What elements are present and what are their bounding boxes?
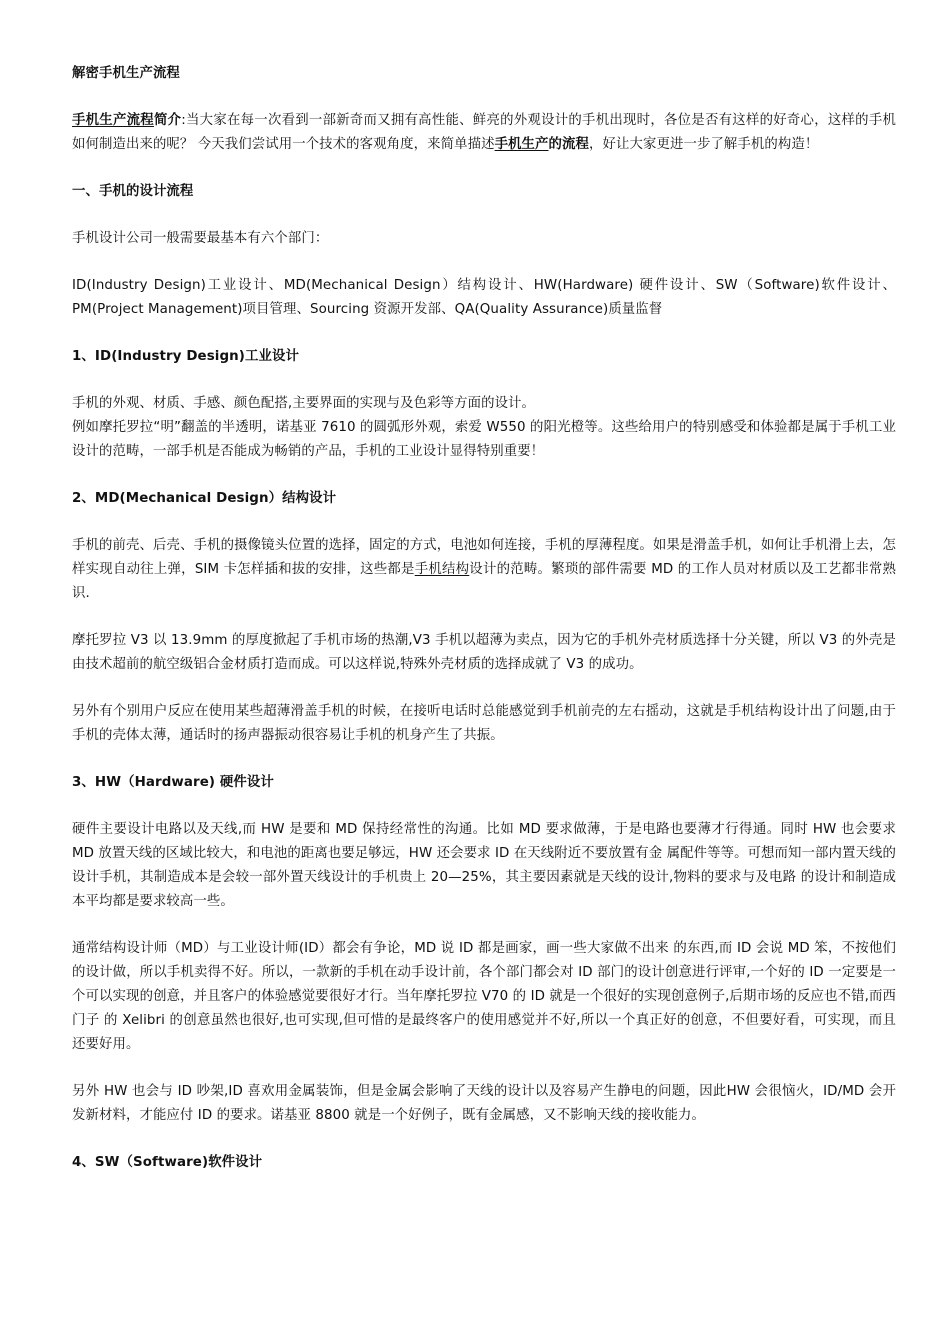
heading-hw: 3、HW（Hardware) 硬件设计 — [72, 775, 274, 790]
id-paragraph-2: 例如摩托罗拉“明”翻盖的半透明，诺基亚 7610 的圆弧形外观，索爱 W550 的阳光橙等。这些给用户的特别感受和体验都是属于手机工业设计的范畴，一部手机是否能成为畅销的产品，手机的工业设计显得特别重要！ — [72, 420, 896, 459]
md-paragraph-2: 摩托罗拉 V3 以 13.9mm 的厚度掀起了手机市场的热潮,V3 手机以超薄为卖点，因为它的手机外壳材质选择十分关键，所以 V3 的外壳是由技术超前的航空级铝合金材质打造而成。可以这样说,特殊外壳材质的选择成就了 V3 的成功。 — [72, 633, 896, 672]
departments-list: ID(Industry Design)工业设计、MD(Mechanical Design）结构设计、HW(Hardware) 硬件设计、SW（Software)软件设计、PM(Project Management)项目管理、Sourcing 资源开发部、QA(Quality Assurance)质量监督 — [72, 278, 896, 317]
intro-paragraph — [72, 109, 896, 157]
heading-sw: 4、SW（Software)软件设计 — [72, 1155, 263, 1170]
intro-link-production[interactable]: 手机生产 — [494, 137, 549, 152]
md-link-structure[interactable]: 手机结构 — [414, 562, 470, 577]
md-paragraph-1 — [72, 534, 896, 606]
hw-paragraph-1: 硬件主要设计电路以及天线,而 HW 是要和 MD 保持经常性的沟通。比如 MD 要求做薄，于是电路也要薄才行得通。同时 HW 也会要求 MD 放置天线的区域比较大，和电池的距离也要足够远，HW 还会要求 ID 在天线附近不要放置有金 属配件等等。可想而知一部内置天线的设计手机，其制造成本是会较一部外置天线设计的手机贵上 20—25%，其主要因素就是天线的设计,物料的要求与及电路 的设计和制造成本平均都是要求较高一些。 — [72, 822, 896, 909]
md-paragraph-3: 另外有个别用户反应在使用某些超薄滑盖手机的时候，在接听电话时总能感觉到手机前壳的左右摇动，这就是手机结构设计出了问题,由于手机的壳体太薄，通话时的扬声器振动很容易让手机的机身产生了共振。 — [72, 704, 896, 743]
section-heading-design-flow: 一、手机的设计流程 — [72, 184, 194, 199]
md-text-b: 设计的范畴。繁琐的部件需要 MD 的工作人员对材质以及工艺都非常熟识. — [72, 562, 896, 601]
heading-md: 2、MD(Mechanical Design）结构设计 — [72, 491, 337, 506]
id-paragraph-1: 手机的外观、材质、手感、颜色配搭,主要界面的实现与及色彩等方面的设计。 — [72, 396, 536, 411]
document-title: 解密手机生产流程 — [72, 66, 180, 81]
md-text-a: 手机的前壳、后壳、手机的摄像镜头位置的选择，固定的方式，电池如何连接，手机的厚薄程度。如果是滑盖手机，如何让手机滑上去，怎样实现自动往上弹，SIM 卡怎样插和拔的安排，这些都是 — [72, 538, 896, 577]
intro-lead-suffix: 简介 — [153, 113, 182, 128]
intro-text-b: ，好让大家更进一步了解手机的构造！ — [589, 137, 819, 152]
intro-link-process[interactable]: 手机生产流程 — [72, 113, 154, 128]
intro-text-a: :当大家在每一次看到一部新奇而又拥有高性能、鲜亮的外观设计的手机出现时，各位是否有这样的好奇心，这样的手机如何制造出来的呢？ 今天我们尝试用一个技术的客观角度，来简单描述 — [72, 113, 896, 152]
heading-id: 1、ID(Industry Design)工业设计 — [72, 349, 299, 364]
hw-paragraph-3: 另外 HW 也会与 ID 吵架,ID 喜欢用金属装饰，但是金属会影响了天线的设计以及容易产生静电的问题，因此HW 会很恼火，ID/MD 会开发新材料，才能应付 ID 的要求。诺基亚 8800 就是一个好例子，既有金属感，又不影响天线的接收能力。 — [72, 1084, 896, 1123]
hw-paragraph-2: 通常结构设计师（MD）与工业设计师(ID）都会有争论，MD 说 ID 都是画家，画一些大家做不出来 的东西,而 ID 会说 MD 笨，不按他们的设计做，所以手机卖得不好。所以，一款新的手机在动手设计前，各个部门都会对 ID 部门的设计创意进行评审,一个好的 ID 一定要是一个可以实现的创意，并且客户的体验感觉要很好才行。当年摩托罗拉 V70 的 ID 就是一个很好的实现创意例子,后期市场的反应也不错,而西门子 的 Xelibri 的创意虽然也很好,也可实现,但可惜的是最终客户的使用感觉并不好,所以一个真正好的创意，不但要好看，可实现，而且还要好用。 — [72, 941, 896, 1052]
departments-intro: 手机设计公司一般需要最基本有六个部门： — [72, 231, 329, 246]
document-page — [72, 62, 896, 1175]
intro-link-flow: 的流程 — [548, 137, 590, 152]
